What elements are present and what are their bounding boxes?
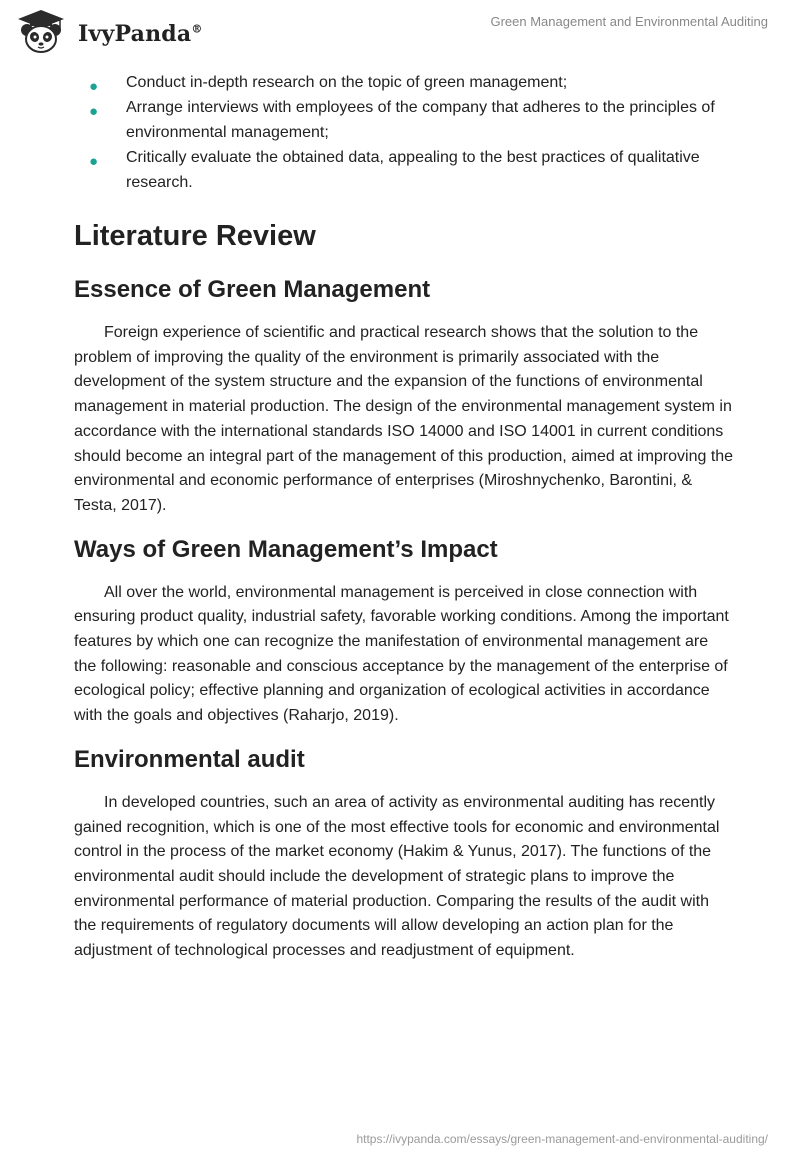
ivypanda-logo[interactable] xyxy=(16,8,236,56)
list-item: ● Arrange interviews with employees of the company that adheres to the principles of environmental management; xyxy=(89,99,715,141)
logo-wordmark: IvyPanda® xyxy=(78,21,203,47)
paragraph-essence: Foreign experience of scientific and practical research shows that the solution to the problem of improving the quality of the environment is primarily associated with the development of the system structure and the expansion of the functions of environmental management in material production. The design of the environmental management system in accordance with the international standards ISO 14000 and ISO 14001 in current conditions should become an integral part of the management of this production, aimed at improving the environmental and economic performance of enterprises (Miroshnychenko, Barontini, & Testa, 2017). xyxy=(74,324,734,514)
list-item: ● Critically evaluate the obtained data, appealing to the best practices of qualitative research. xyxy=(89,149,700,191)
heading-audit: Environmental audit xyxy=(74,745,305,773)
paragraph-audit: In developed countries, such an area of activity as environmental auditing has recently gained recognition, which is one of the most effective tools for economic and environmental control in the process of the market economy (Hakim & Yunus, 2017). The functions of the environmental audit should include the development of strategic plans to improve the environmental performance of material production. Comparing the results of the audit with the requirements of regulatory documents will allow developing an action plan for the adjustment of technological processes and readjustment of equipment. xyxy=(74,793,720,960)
heading-literature-review: Literature Review xyxy=(74,220,316,252)
bullet-dot-icon: ● xyxy=(89,153,99,170)
paragraph-ways: All over the world, environmental management is perceived in close connection with ensuring product quality, industrial safety, favorable working conditions. Among the important features by which one can recognize the manifestation of environmental management are the following: reasonable and conscious acceptance by the management of the enterprise of ecological policy; effective planning and organization of ecological activities in accordance with the goals and objectives (Raharjo, 2019). xyxy=(74,583,729,725)
bullet-dot-icon: ● xyxy=(89,103,99,120)
document-body xyxy=(74,70,734,964)
panda-graduate-icon xyxy=(16,8,66,54)
heading-essence: Essence of Green Management xyxy=(74,276,431,303)
heading-ways: Ways of Green Management’s Impact xyxy=(74,535,498,563)
page-header xyxy=(0,0,800,60)
bullet-dot-icon: ● xyxy=(89,78,99,95)
document-title: Green Management and Environmental Auditing xyxy=(490,14,768,29)
objectives-list xyxy=(74,70,734,195)
source-url[interactable]: https://ivypanda.com/essays/green-management-and-environmental-auditing/ xyxy=(356,1132,768,1146)
list-item: ● Conduct in-depth research on the topic of green management; xyxy=(74,70,734,95)
